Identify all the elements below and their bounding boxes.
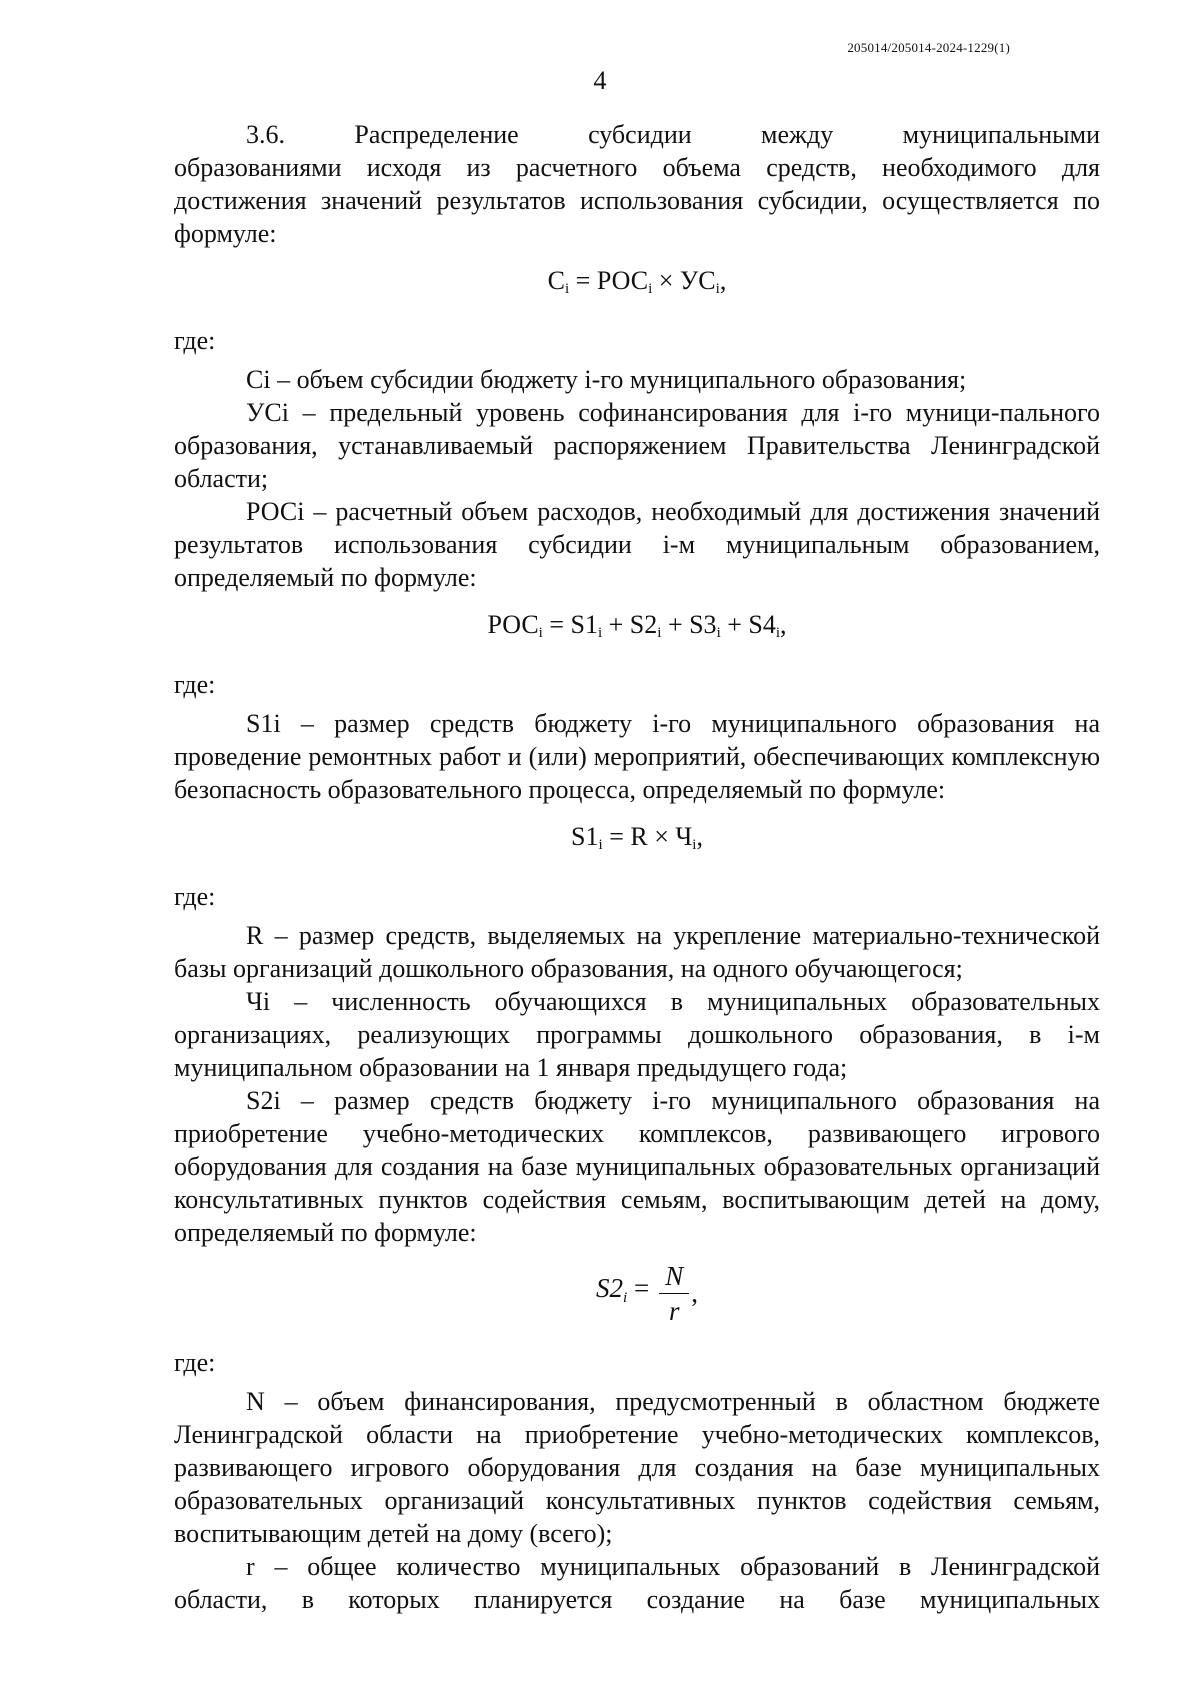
paragraph-3-6: образованиями исходя из расчетного объема средств, необходимого для достижения значений результатов использования субсидии, осуществляется по формуле: — [174, 153, 1100, 248]
definition-rosi: РОСi – расчетный объем расходов, необходимый для достижения значений результатов использования субсидии i-м муниципальным образованием, определяемый по формуле: — [174, 497, 1100, 592]
where-label: где: — [174, 326, 216, 355]
formula-ci: $С_i = РОС_i \times УС_i$, — [547, 266, 727, 297]
definition-usi: УСi – предельный уровень софинансирования для i-го муници-пального образования, устанавливаемый распоряжением Правительства Ленинградской области; — [174, 398, 1100, 493]
fraction-numerator: N — [665, 1261, 684, 1291]
where-label: где: — [174, 882, 216, 911]
fraction-denominator: r — [668, 1296, 680, 1326]
document-id: 205014/205014-2024-1229(1) — [847, 40, 1010, 55]
definition-r: R – размер средств, выделяемых на укрепление материально-технической базы организаций дошкольного образования, на одного обучающегося; — [174, 921, 1100, 983]
definition-chi: Чi – численность обучающихся в муниципальных образовательных организациях, реализующих программы дошкольного образования, в i-м муниципальном образовании на 1 января предыдущего года; — [174, 987, 1100, 1082]
formula-s1i: $S1_i = R \times Ч_i$, — [571, 822, 703, 853]
definition-n: N – объем финансирования, предусмотренный в областном бюджете Ленинградской области на приобретение учебно-методических комплексов, развивающего игрового оборудования для создания на базе муниципальных образовательных организаций консультативных пунктов содействия семьям, воспитывающим детей на дому (всего); — [174, 1387, 1100, 1548]
where-label: где: — [174, 1348, 216, 1377]
definition-s2i: S2i – размер средств бюджету i-го муниципального образования на приобретение учебно-методических комплексов, развивающего игрового оборудования для создания на базе муниципальных образовательных организаций консультативных пунктов содействия семьям, воспитывающим детей на дому, определяемый по формуле: — [174, 1086, 1100, 1247]
where-label: где: — [174, 670, 216, 699]
definition-s1i: S1i – размер средств бюджету i-го муниципального образования на проведение ремонтных работ и (или) мероприятий, обеспечивающих комплексную безопасность образовательного процесса, определяемый по формуле: — [174, 709, 1100, 804]
definition-ci: Сi – объем субсидии бюджету i-го муниципального образования; — [246, 365, 967, 394]
page-number: 4 — [593, 66, 607, 95]
definition-r-small: r – общее количество муниципальных образований в Ленинградской области, в которых планируется создание на базе муниципальных — [174, 1552, 1100, 1614]
fraction — [659, 1259, 689, 1328]
document-body — [174, 118, 1100, 1616]
paragraph-3-6-first-line: 3.6. Распределение субсидии между муниципальными — [246, 120, 1100, 149]
formula-rosi: $РОС_i = S1_i + S2_i + S3_i + S4_i$, — [487, 610, 787, 641]
formula-s2i: $S2_i$ = $\frac{N}{r}$ , — [596, 1261, 698, 1326]
